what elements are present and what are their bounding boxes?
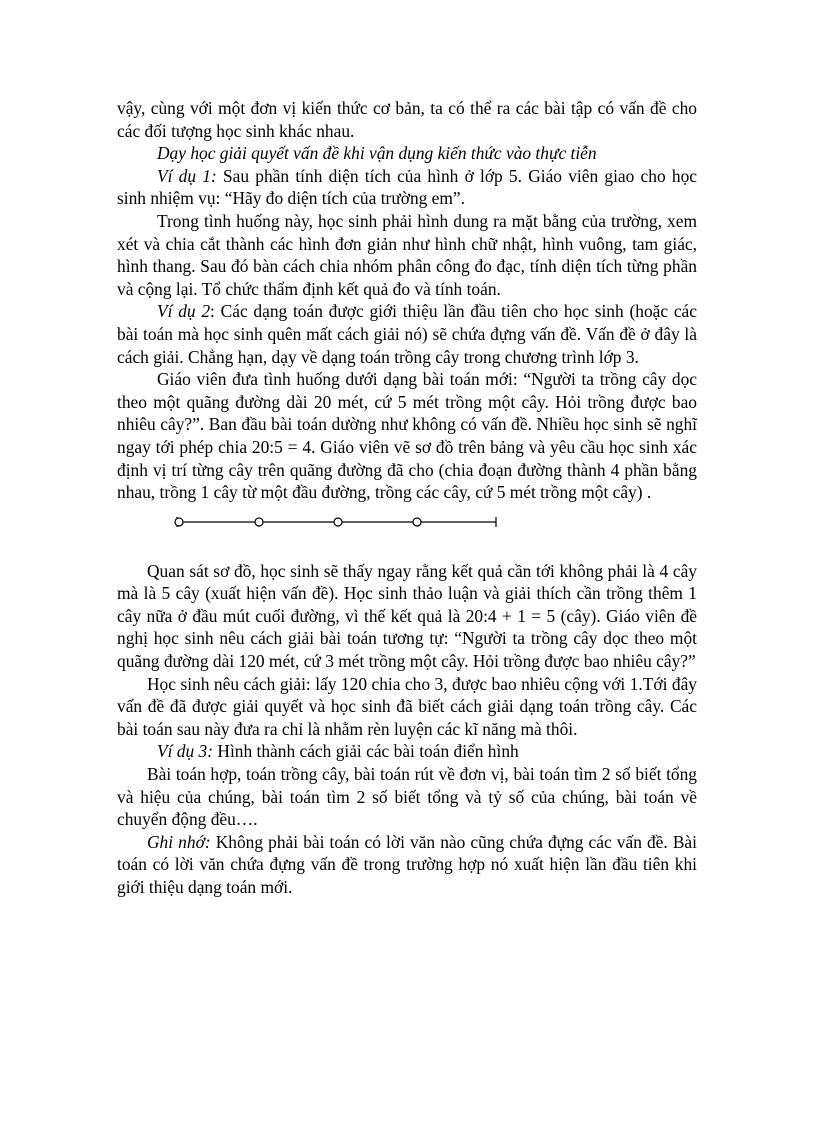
example-2-text: : Các dạng toán được giới thiệu lần đầu tiên cho học sinh (hoặc các bài toán mà học sinh quên mất cách giải nó) sẽ chứa đựng vấn đề. Vấn đề ở đây là cách giải. Chẳng hạn, dạy về dạng toán trồng cây trong chương trình lớp 3. <box>117 301 697 367</box>
example-1-label: Ví dụ 1: <box>157 165 217 186</box>
tree-marker <box>413 518 421 526</box>
note-text: Không phải bài toán có lời văn nào cũng chứa đựng các vấn đề. Bài toán có lời văn chứa đựng vấn đề trong trường hợp nó xuất hiện lần đầu tiên khi giới thiệu dạng toán mới. <box>117 831 697 897</box>
paragraph-example-2 <box>117 300 697 368</box>
document-page <box>117 97 697 899</box>
example-2-label: Ví dụ 2 <box>157 301 211 322</box>
paragraph-observation: Quan sát sơ đồ, học sinh sẽ thấy ngay rằng kết quả cần tới không phải là 4 cây mà là 5 cây (xuất hiện vấn đề). Học sinh thảo luận và giải thích cần trồng thêm 1 cây nữa ở đầu mút cuối đường, vì thế kết quả là 20:4 + 1 = 5 (cây). Giáo viên đề nghị học sinh nêu cách giải bài toán tương tự: “Người ta trồng cây dọc theo một quãng đường dài 120 mét, cứ 3 mét trồng một cây. Hỏi trồng được bao nhiêu cây?” <box>117 560 697 672</box>
paragraph-example-3 <box>117 740 697 763</box>
tree-marker <box>175 518 183 526</box>
paragraph-problem-types: Bài toán hợp, toán trồng cây, bài toán rút về đơn vị, bài toán tìm 2 số biết tổng và hiệu của chúng, bài toán tìm 2 số biết tổng và tỷ số của chúng, bài toán về chuyển động đều…. <box>117 764 697 830</box>
paragraph-note <box>117 831 697 899</box>
paragraph-example-1 <box>117 165 697 210</box>
tree-marker <box>255 518 263 526</box>
example-3-text: Hình thành cách giải các bài toán điển hình <box>213 741 519 762</box>
tree-planting-diagram <box>117 504 697 560</box>
section-heading: Dạy học giải quyết vấn đề khi vận dụng kiến thức vào thực tiễn <box>157 143 597 164</box>
tree-marker <box>334 518 342 526</box>
note-label: Ghi nhớ: <box>147 831 211 852</box>
paragraph-solution: Học sinh nêu cách giải: lấy 120 chia cho 3, được bao nhiêu cộng với 1.Tới đây vấn đề đã được giải quyết và học sinh đã biết cách giải dạng toán trồng cây. Các bài toán sau này đưa ra chỉ là nhằm rèn luyện các kĩ năng mà thôi. <box>117 673 697 739</box>
example-1-text: Sau phần tính diện tích của hình ở lớp 5. Giáo viên giao cho học sinh nhiệm vụ: “Hãy đo diện tích của trường em”. <box>117 165 697 209</box>
example-3-label: Ví dụ 3: <box>157 741 214 762</box>
paragraph-situation: Trong tình huống này, học sinh phải hình dung ra mặt bằng của trường, xem xét và chia cắt thành các hình đơn giản như hình chữ nhật, hình vuông, tam giác, hình thang. Sau đó bàn cách chia nhóm phân công đo đạc, tính diện tích từng phần và cộng lại. Tổ chức thẩm định kết quả đo và tính toán. <box>117 210 697 299</box>
paragraph-intro: vậy, cùng với một đơn vị kiến thức cơ bản, ta có thể ra các bài tập có vấn đề cho các đối tượng học sinh khác nhau. <box>117 98 697 141</box>
paragraph-teacher-problem: Giáo viên đưa tình huống dưới dạng bài toán mới: “Người ta trồng cây dọc theo một quãng đường dài 20 mét, cứ 5 mét trồng một cây. Hỏi trồng được bao nhiêu cây?”. Ban đầu bài toán dường như không có vấn đề. Nhiều học sinh sẽ nghĩ ngay tới phép chia 20:5 = 4. Giáo viên vẽ sơ đồ trên bảng và yêu cầu học sinh xác định vị trí từng cây trên quãng đường đã cho (chia đoạn đường thành 4 phần bằng nhau, trồng 1 cây từ một đầu đường, trồng các cây, cứ 5 mét trồng một cây) . <box>117 369 697 503</box>
